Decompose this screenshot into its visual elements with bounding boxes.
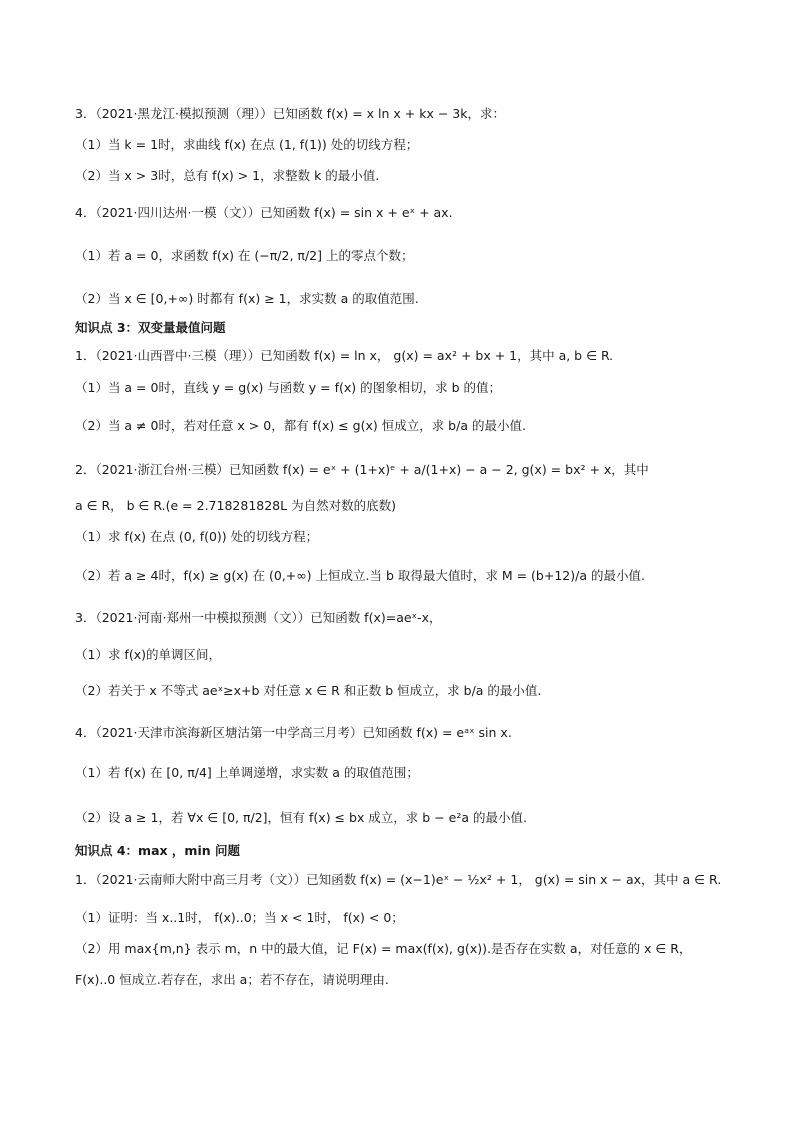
s4-problem-1-stem: 1．（2021·云南师大附中高三月考（文））已知函数 f(x) = (x−1)eˣ − ½x² + 1， g(x) = sin x − ax，其中 a ∈ R. — [75, 872, 722, 887]
section-3-heading: 知识点 3：双变量最值问题 — [75, 320, 226, 335]
s3-problem-2-q1: （1）求 f(x) 在点 (0, f(0)) 处的切线方程； — [75, 529, 319, 544]
s3-problem-1-stem: 1．（2021·山西晋中·三模（理））已知函数 f(x) = ln x， g(x) = ax² + bx + 1，其中 a, b ∈ R. — [75, 348, 614, 363]
s3-problem-1-q1: （1）当 a = 0时，直线 y = g(x) 与函数 y = f(x) 的图象相切，求 b 的值； — [75, 380, 502, 395]
problem-4-q2: （2）当 x ∈ [0,+∞) 时都有 f(x) ≥ 1，求实数 a 的取值范围. — [75, 291, 419, 306]
s4-problem-1-q2: （2）用 max{m,n} 表示 m，n 中的最大值，记 F(x) = max(f(x), g(x)).是否存在实数 a，对任意的 x ∈ R， — [75, 941, 692, 956]
s3-problem-4-q1: （1）若 f(x) 在 [0, π/4] 上单调递增，求实数 a 的取值范围； — [75, 765, 419, 780]
s3-problem-3-q2: （2）若关于 x 不等式 aeˣ≥x+b 对任意 x ∈ R 和正数 b 恒成立，求 b/a 的最小值. — [75, 683, 542, 698]
s3-problem-2-stem: 2．（2021·浙江台州·三模）已知函数 f(x) = eˣ + (1+x)ᵉ + a/(1+x) − a − 2, g(x) = bx² + x，其中 — [75, 462, 649, 477]
s3-problem-2-stem-cont: a ∈ R， b ∈ R.(e = 2.718281828L 为自然对数的底数) — [75, 498, 396, 513]
section-4-heading: 知识点 4：max ，min 问题 — [75, 843, 240, 858]
problem-3-stem: 3．（2021·黑龙江·模拟预测（理））已知函数 f(x) = x ln x + kx − 3k，求： — [75, 106, 505, 121]
problem-4-q1: （1）若 a = 0，求函数 f(x) 在 (−π/2, π/2] 上的零点个数； — [75, 248, 414, 263]
s3-problem-3-stem: 3．（2021·河南·郑州一中模拟预测（文））已知函数 f(x)=aeˣ-x， — [75, 610, 442, 625]
problem-4-stem: 4．（2021·四川达州·一模（文））已知函数 f(x) = sin x + eˣ + ax. — [75, 205, 453, 220]
s3-problem-4-stem: 4．（2021·天津市滨海新区塘沽第一中学高三月考）已知函数 f(x) = eᵃˣ sin x. — [75, 725, 512, 740]
problem-3-q2: （2）当 x > 3时，总有 f(x) > 1，求整数 k 的最小值. — [75, 168, 380, 183]
s4-problem-1-q1: （1）证明：当 x..1时， f(x)..0；当 x < 1时， f(x) < 0； — [75, 910, 404, 925]
s3-problem-2-q2: （2）若 a ≥ 4时，f(x) ≥ g(x) 在 (0,+∞) 上恒成立.当 b 取得最大值时，求 M = (b+12)/a 的最小值. — [75, 568, 645, 583]
s3-problem-4-q2: （2）设 a ≥ 1，若 ∀x ∈ [0, π/2]，恒有 f(x) ≤ bx 成立，求 b − e²a 的最小值. — [75, 810, 527, 825]
problem-3-q1: （1）当 k = 1时，求曲线 f(x) 在点 (1, f(1)) 处的切线方程； — [75, 137, 419, 152]
s3-problem-3-q1: （1）求 f(x)的单调区间， — [75, 647, 221, 662]
s3-problem-1-q2: （2）当 a ≠ 0时，若对任意 x > 0，都有 f(x) ≤ g(x) 恒成立，求 b/a 的最小值. — [75, 418, 526, 433]
s4-problem-1-q2-cont: F(x)..0 恒成立.若存在，求出 a；若不存在，请说明理由. — [75, 972, 389, 987]
